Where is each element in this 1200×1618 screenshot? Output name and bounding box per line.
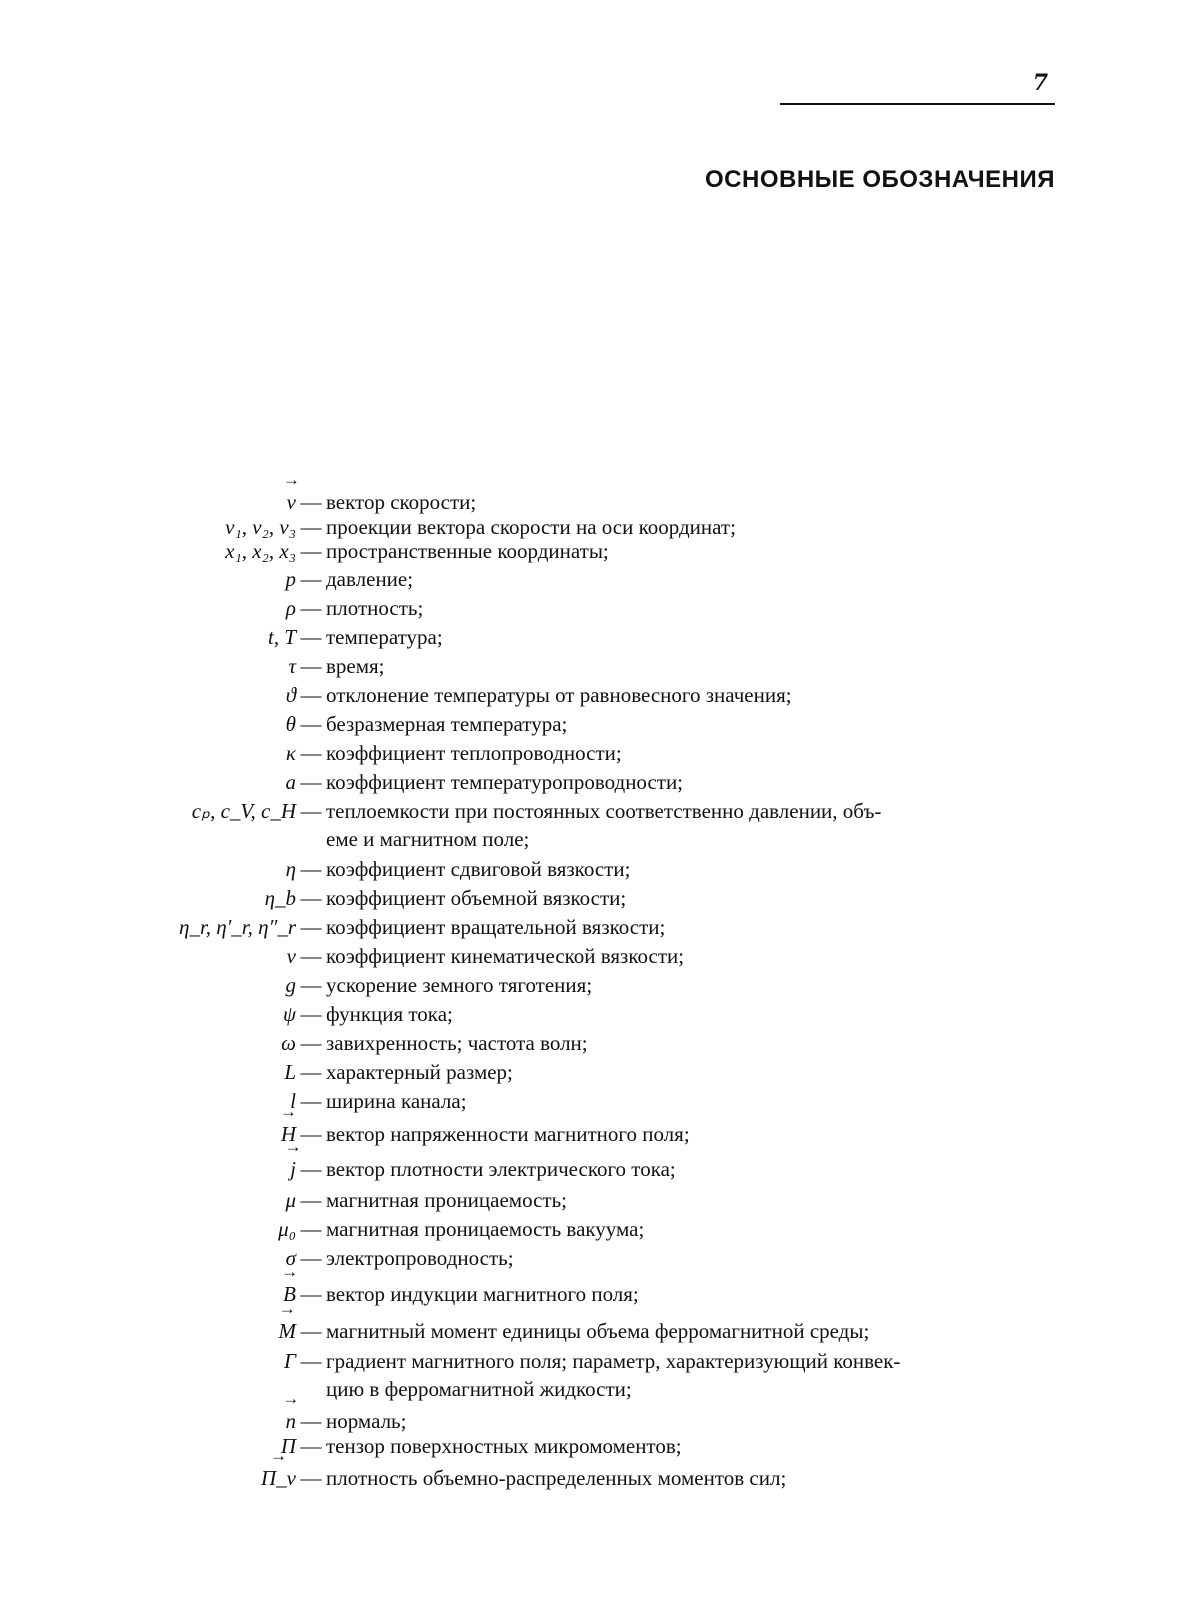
em-dash: — <box>300 1122 322 1146</box>
notation-description-continuation: еме и магнитном поле; <box>326 827 530 851</box>
em-dash: — <box>300 1217 322 1241</box>
notation-description: отклонение температуры от равновесного значения; <box>326 683 792 707</box>
notation-symbol: → j <box>100 1155 296 1183</box>
em-dash: — <box>300 1349 322 1373</box>
notation-symbol: Γ <box>284 1349 296 1373</box>
em-dash: — <box>300 515 322 539</box>
notation-symbol: t, T <box>267 625 296 649</box>
notation-symbol: θ <box>285 712 296 736</box>
notation-symbol: → n <box>100 1407 296 1435</box>
notation-symbol: ϑ <box>285 683 296 707</box>
notation-symbol: Π <box>280 1434 296 1458</box>
notation-symbol: μ₀ <box>278 1217 296 1241</box>
notation-description: ускорение земного тяготения; <box>326 973 593 997</box>
notation-symbol: L <box>284 1060 296 1084</box>
notation-symbol: η_b <box>264 886 296 910</box>
notation-symbol: v₁, v₂, v₃ <box>225 515 296 539</box>
notation-description: магнитная проницаемость; <box>326 1188 568 1212</box>
em-dash: — <box>300 886 322 910</box>
notation-description: плотность; <box>326 596 424 620</box>
em-dash: — <box>300 596 322 620</box>
em-dash: — <box>300 539 322 563</box>
em-dash: — <box>300 1002 322 1026</box>
em-dash: — <box>300 741 322 765</box>
em-dash: — <box>300 1466 322 1490</box>
notation-symbol: η_r, η′_r, η″_r <box>179 915 296 939</box>
notation-symbol: σ <box>285 1246 296 1270</box>
em-dash: — <box>300 799 322 823</box>
em-dash: — <box>300 857 322 881</box>
em-dash: — <box>300 712 322 736</box>
em-dash: — <box>300 770 322 794</box>
notation-description: вектор индукции магнитного поля; <box>326 1282 639 1306</box>
em-dash: — <box>300 1434 322 1458</box>
notation-description: ширина канала; <box>326 1089 467 1113</box>
em-dash: — <box>300 625 322 649</box>
notation-description: вектор напряженности магнитного поля; <box>326 1122 690 1146</box>
notation-symbol: → M <box>100 1317 296 1345</box>
notation-symbol: x₁, x₂, x₃ <box>225 539 296 563</box>
notation-description: нормаль; <box>326 1409 407 1433</box>
notation-symbol: ρ <box>285 596 296 620</box>
em-dash: — <box>300 1089 322 1113</box>
notation-description: теплоемкости при постоянных соответственно давлении, объ- <box>326 799 882 823</box>
em-dash: — <box>300 1319 322 1343</box>
em-dash: — <box>300 1409 322 1433</box>
notation-description: коэффициент вращательной вязкости; <box>326 915 666 939</box>
notation-symbol: → Π_v <box>100 1464 296 1492</box>
notation-description: пространственные координаты; <box>326 539 609 563</box>
notation-description: вектор плотности электрического тока; <box>326 1157 676 1181</box>
em-dash: — <box>300 683 322 707</box>
notation-symbol: ψ <box>282 1002 296 1026</box>
notation-description: коэффициент объемной вязкости; <box>326 886 627 910</box>
em-dash: — <box>300 1188 322 1212</box>
notation-symbol: μ <box>285 1188 296 1212</box>
notation-description: градиент магнитного поля; параметр, характеризующий конвек- <box>326 1349 901 1373</box>
em-dash: — <box>300 1060 322 1084</box>
notation-symbol: ν <box>286 944 296 968</box>
notation-description: коэффициент теплопроводности; <box>326 741 622 765</box>
notation-description: магнитная проницаемость вакуума; <box>326 1217 645 1241</box>
em-dash: — <box>300 1157 322 1181</box>
em-dash: — <box>300 973 322 997</box>
notation-description: функция тока; <box>326 1002 453 1026</box>
notation-description: проекции вектора скорости на оси координат; <box>326 515 736 539</box>
notation-description: безразмерная температура; <box>326 712 568 736</box>
notation-description: коэффициент сдвиговой вязкости; <box>326 857 631 881</box>
notation-symbol: η <box>285 857 296 881</box>
page-number: 7 <box>1032 70 1048 96</box>
notation-symbol: a <box>285 770 296 794</box>
notation-description-continuation: цию в ферромагнитной жидкости; <box>326 1377 632 1401</box>
notation-symbol: τ <box>288 654 296 678</box>
notation-symbol: → B <box>100 1280 296 1308</box>
notation-symbol: cₚ, c_V, c_H <box>191 799 296 823</box>
notation-description: коэффициент кинематической вязкости; <box>326 944 685 968</box>
notation-symbol: → v <box>100 488 296 516</box>
notation-symbol: l <box>290 1089 296 1113</box>
notation-description: плотность объемно-распределенных моментов сил; <box>326 1466 787 1490</box>
notation-description: тензор поверхностных микромоментов; <box>326 1434 682 1458</box>
em-dash: — <box>300 490 322 514</box>
em-dash: — <box>300 567 322 591</box>
notation-description: электропроводность; <box>326 1246 514 1270</box>
em-dash: — <box>300 1282 322 1306</box>
notation-description: характерный размер; <box>326 1060 513 1084</box>
notation-symbol: g <box>285 973 296 997</box>
page-title: ОСНОВНЫЕ ОБОЗНАЧЕНИЯ <box>705 166 1055 193</box>
notation-description: магнитный момент единицы объема ферромагнитной среды; <box>326 1319 870 1343</box>
notation-description: время; <box>326 654 385 678</box>
em-dash: — <box>300 915 322 939</box>
em-dash: — <box>300 1031 322 1055</box>
notation-symbol: κ <box>285 741 296 765</box>
em-dash: — <box>300 654 322 678</box>
notation-description: завихренность; частота волн; <box>326 1031 588 1055</box>
em-dash: — <box>300 944 322 968</box>
notation-description: температура; <box>326 625 443 649</box>
notation-symbol: p <box>285 567 296 591</box>
notation-description: коэффициент температуропроводности; <box>326 770 684 794</box>
notation-symbol: → H <box>100 1120 296 1148</box>
em-dash: — <box>300 1246 322 1270</box>
notation-description: давление; <box>326 567 414 591</box>
notation-symbol: ω <box>281 1031 296 1055</box>
notation-description: вектор скорости; <box>326 490 477 514</box>
